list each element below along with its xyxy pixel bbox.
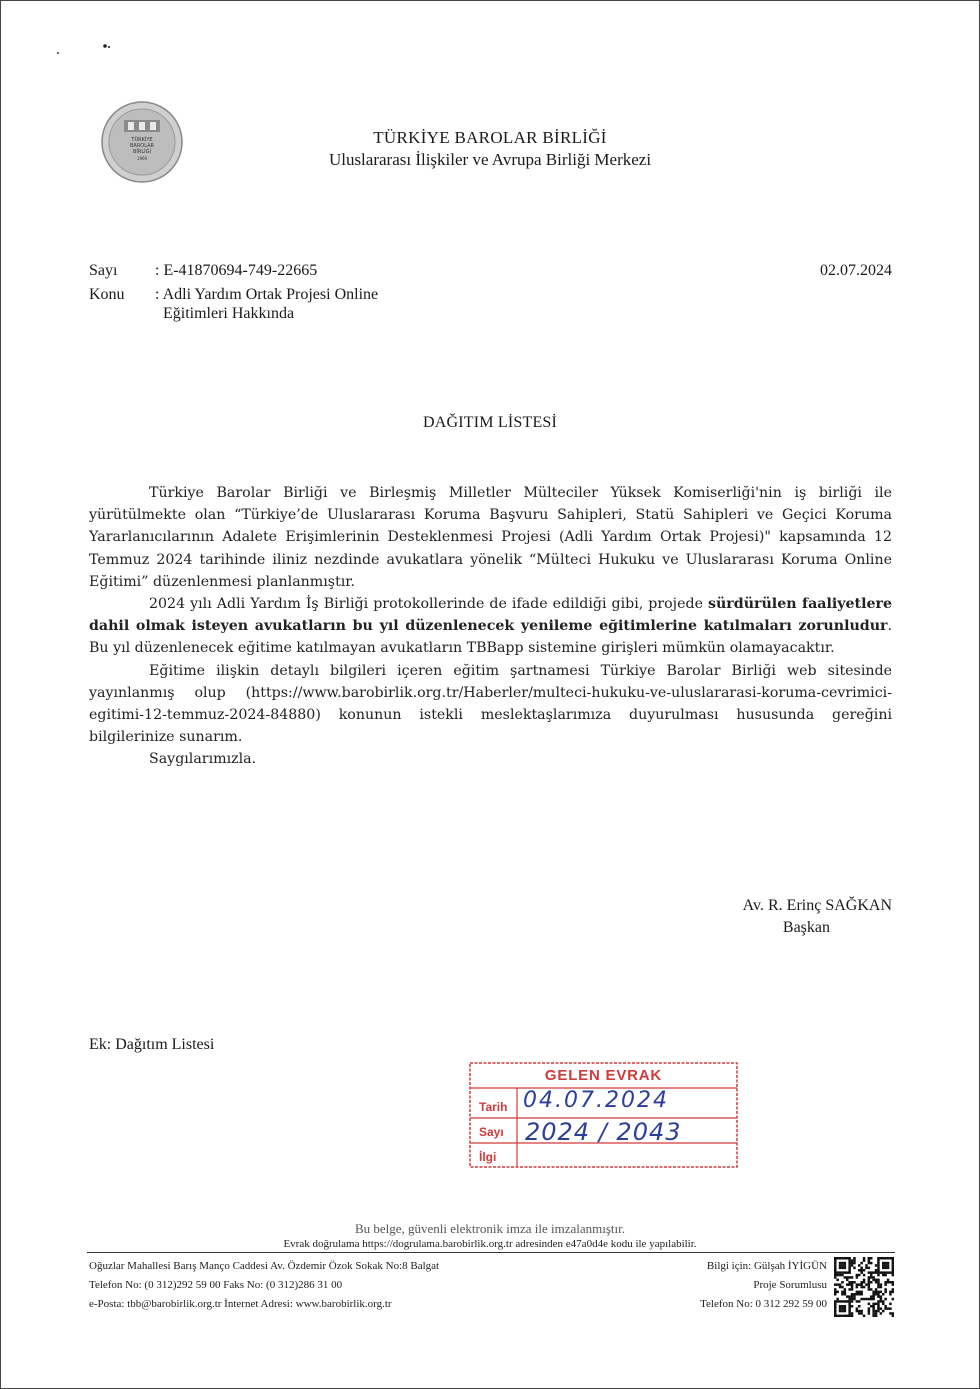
enclosure: Ek: Dağıtım Listesi	[89, 1036, 215, 1053]
footer-address: Oğuzlar Mahallesi Barış Manço Caddesi Av. Özdemir Özok Sokak No:8 Balgat	[89, 1260, 440, 1272]
letter-body	[89, 482, 892, 771]
closing: Saygılarımızla.	[149, 751, 257, 768]
paragraph-2	[89, 593, 892, 660]
footer-info-role: Proje Sorumlusu	[753, 1279, 827, 1291]
paragraph-2-end: . Bu yıl düzenlenecek eğitime katılmayan avukatların TBBapp sistemine girişleri mümkün olamayacaktır.	[89, 618, 892, 657]
footer-info-contact: Bilgi için: Gülşah İYİGÜN	[706, 1260, 827, 1272]
footer-email: e-Posta: tbb@barobirlik.org.tr İnternet Adresi: www.barobirlik.org.tr	[89, 1298, 392, 1310]
tbb-logo	[100, 100, 184, 184]
sayi-label: Sayı	[89, 262, 118, 279]
paragraph-1: Türkiye Barolar Birliği ve Birleşmiş Milletler Mülteciler Yüksek Komiserliği'nin iş birliği ile yürütülmekte olan “Türkiye’de Uluslararası Koruma Başvuru Sahipleri, Statü Sahipleri ve Geçici Koruma Yararlanıcılarının Adalete Erişimlerinin Desteklenmesi Projesi (Adli Yardım Ortak Projesi)" kapsamında 12 Temmuz 2024 tarihinde iliniz nezdinde avukatlara yönelik “Mülteci Hukuku ve Uluslararası Koruma Online Eğitimi” düzenlenmesi planlanmıştır.	[89, 485, 892, 590]
logo-text-1: TÜRKİYE	[131, 137, 153, 143]
konu-value-line2: Eğitimleri Hakkında	[163, 305, 295, 322]
footer-phone: Telefon No: (0 312)292 59 00 Faks No: (0 312)286 31 00	[89, 1279, 343, 1291]
qr-code-icon	[834, 1257, 894, 1317]
logo-text-4: 1969	[136, 156, 148, 161]
signer-title: Başkan	[782, 919, 830, 936]
stamp-sayi-handwriting: 2024 / 2043	[525, 1118, 682, 1146]
stamp-title: GELEN EVRAK	[544, 1067, 663, 1084]
paragraph-2-bold: sürdürülen faaliyetlere dahil olmak isteyen avukatların bu yıl düzenlenecek yenileme eğitimlerine katılmaları zorunludur	[89, 596, 892, 635]
konu-label: Konu	[89, 286, 125, 303]
footer-rule	[87, 1252, 895, 1253]
incoming-document-stamp	[469, 1062, 738, 1168]
paragraph-3: Eğitime ilişkin detaylı bilgileri içeren eğitim şartnamesi Türkiye Barolar Birliği web sitesinde yayınlanmış olup (https://www.barobirlik.org.tr/Haberler/multeci-hukuku-ve-uluslararasi-koruma-cevrimici-egitimi-12-temmuz-2024-84880) konunun istekli meslektaşlarımıza duyurulması hususunda gereğini bilgilerinize sunarım.	[89, 662, 892, 746]
konu-value-line1: : Adli Yardım Ortak Projesi Online	[155, 286, 379, 303]
sayi-value: : E-41870694-749-22665	[155, 262, 318, 279]
stamp-tarih-handwriting: 04.07.2024	[523, 1088, 669, 1113]
verification-note: Evrak doğrulama https://dogrulama.barobirlik.org.tr adresinden e47a0d4e kodu ile yapılabilir.	[283, 1238, 697, 1250]
stamp-sayi-label: Sayı	[479, 1125, 504, 1139]
logo-text-2: BAROLAR	[129, 143, 155, 149]
stamp-ilgi-label: İlgi	[479, 1150, 497, 1164]
document-date: 02.07.2024	[820, 262, 892, 279]
paragraph-2-start: 2024 yılı Adli Yardım İş Birliği protokollerinde de ifade edildiği gibi, projede	[149, 596, 708, 613]
org-name: TÜRKİYE BAROLAR BİRLİĞİ	[373, 128, 607, 147]
logo-text-3: BİRLİĞİ	[133, 149, 151, 155]
distribution-title: DAĞITIM LİSTESİ	[422, 414, 558, 431]
stamp-tarih-label: Tarih	[479, 1100, 508, 1114]
e-signature-note: Bu belge, güvenli elektronik imza ile imzalanmıştır.	[354, 1221, 626, 1236]
signer-name: Av. R. Erinç SAĞKAN	[742, 897, 892, 914]
org-subtitle: Uluslararası İlişkiler ve Avrupa Birliği Merkezi	[328, 150, 652, 169]
footer-info-phone: Telefon No: 0 312 292 59 00	[700, 1298, 827, 1310]
scan-specks	[55, 40, 115, 60]
